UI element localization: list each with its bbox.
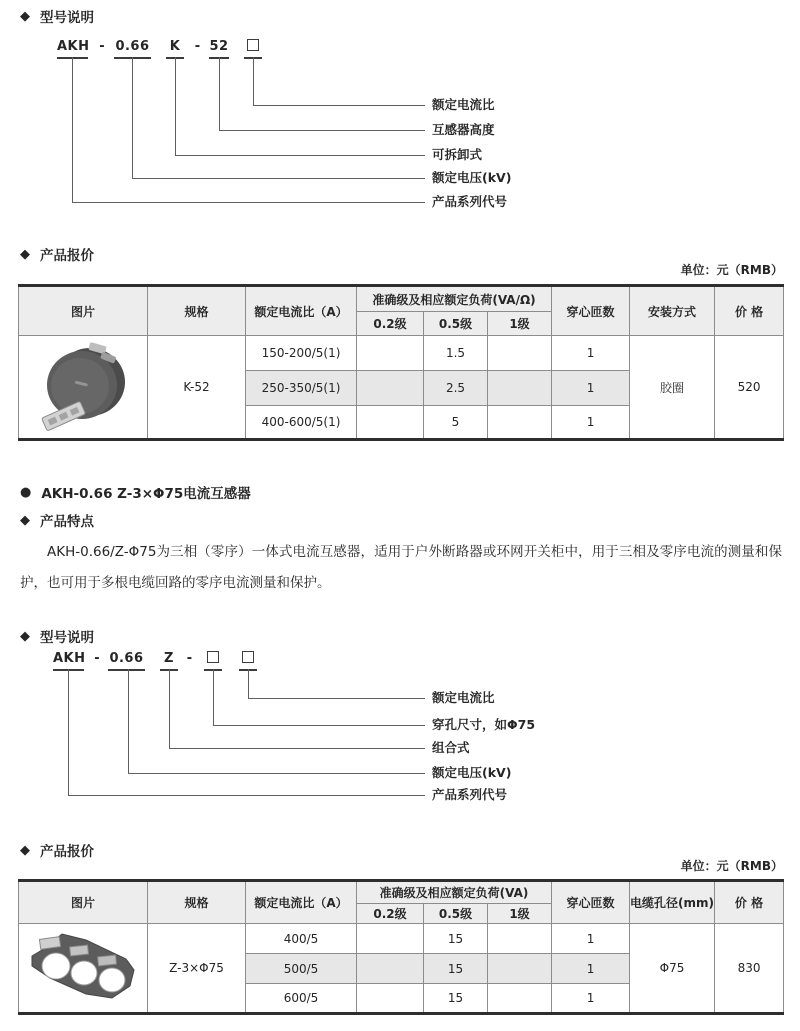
col-header-class02: 0.2级: [357, 312, 424, 336]
class05-cell: 15: [424, 984, 488, 1014]
callout-label: 互感器高度: [432, 122, 495, 137]
code-dash: -: [99, 39, 105, 54]
section-heading-label: 产品报价: [40, 844, 94, 860]
col-header-mount: 安装方式: [630, 286, 715, 336]
code-dash: -: [194, 39, 201, 54]
spec-cell: K-52: [148, 336, 246, 440]
product-title-label: AKH-0.66 Z-3×Φ75电流互感器: [41, 486, 251, 502]
turns-cell: 1: [552, 406, 630, 440]
class02-cell: [357, 406, 424, 440]
col-header-hole: 电缆孔径(mm): [630, 881, 715, 924]
class1-cell: [488, 371, 552, 406]
model-description-heading-2: [20, 626, 94, 646]
price-cell: 830: [715, 924, 784, 1014]
placeholder-box-icon: [207, 651, 219, 663]
product-features-paragraph: AKH-0.66/Z-Φ75为三相（零序）一体式电流互感器，适用于户外断路器或环网开关柜中，用于三相及零序电流的测量和保护，也可用于多根电缆回路的零序电流测量和保护。: [20, 544, 782, 591]
ratio-cell: 400-600/5(1): [246, 406, 357, 440]
mount-cell: 胶圈: [630, 336, 715, 440]
class02-cell: [357, 954, 424, 984]
table-row: [19, 336, 784, 371]
col-header-price: 价 格: [715, 881, 784, 924]
diamond-icon: ◆: [20, 8, 30, 24]
callout-label: 可拆卸式: [432, 147, 483, 162]
class05-cell: 1.5: [424, 336, 488, 371]
callout-label: 额定电流比: [432, 97, 495, 112]
class05-cell: 5: [424, 406, 488, 440]
placeholder-box-icon: [242, 651, 254, 663]
callout-label: 产品系列代号: [432, 194, 508, 209]
class1-cell: [488, 924, 552, 954]
product-quote-heading-1: [20, 244, 94, 264]
quote-table-1: [18, 284, 784, 441]
callout-label: 额定电压(kV): [432, 170, 512, 185]
class05-cell: 15: [424, 924, 488, 954]
col-header-price: 价 格: [715, 286, 784, 336]
product-image-cell: [19, 924, 148, 1014]
diamond-icon: ◆: [20, 628, 30, 644]
unit-label: 单位：元（RMB）: [680, 859, 783, 873]
callout-label: 额定电压(kV): [432, 765, 512, 780]
model-type-code: Z: [160, 650, 178, 671]
price-cell: 520: [715, 336, 784, 440]
section-heading-label: 产品报价: [40, 248, 94, 264]
class1-cell: [488, 984, 552, 1014]
ratio-cell: 600/5: [246, 984, 357, 1014]
ratio-cell: 500/5: [246, 954, 357, 984]
diamond-icon: ◆: [20, 842, 30, 858]
col-header-class05: 0.5级: [424, 312, 488, 336]
circle-icon: ●: [20, 484, 32, 500]
turns-cell: 1: [552, 954, 630, 984]
class1-cell: [488, 954, 552, 984]
model-type-code: K: [166, 38, 184, 59]
model-placeholder-segment: [239, 650, 257, 671]
diamond-icon: ◆: [20, 246, 30, 262]
turns-cell: 1: [552, 924, 630, 954]
class02-cell: [357, 336, 424, 371]
model-series-code: AKH: [53, 650, 84, 671]
diamond-icon: ◆: [20, 512, 30, 528]
callout-line: [72, 57, 425, 203]
placeholder-box-icon: [247, 39, 259, 51]
turns-cell: 1: [552, 336, 630, 371]
product-quote-heading-2: [20, 840, 94, 860]
product-image-cell: [19, 336, 148, 440]
col-header-class02: 0.2级: [357, 904, 424, 924]
col-header-class1: 1级: [488, 312, 552, 336]
col-header-ratio: 额定电流比（A）: [246, 881, 357, 924]
table-row: [19, 924, 784, 954]
code-dash: -: [186, 651, 193, 666]
col-header-accuracy-group: 准确级及相应额定负荷(VA): [357, 881, 552, 904]
product-title: [20, 482, 251, 502]
hole-cell: Φ75: [630, 924, 715, 1014]
col-header-spec: 规格: [148, 286, 246, 336]
callout-line: [68, 669, 425, 796]
col-header-image: 图片: [19, 881, 148, 924]
class02-cell: [357, 371, 424, 406]
col-header-ratio: 额定电流比（A）: [246, 286, 357, 336]
section-heading-label: 型号说明: [40, 10, 94, 26]
class1-cell: [488, 406, 552, 440]
col-header-class05: 0.5级: [424, 904, 488, 924]
class02-cell: [357, 984, 424, 1014]
col-header-turns: 穿心匝数: [552, 881, 630, 924]
col-header-image: 图片: [19, 286, 148, 336]
ratio-cell: 250-350/5(1): [246, 371, 357, 406]
model-voltage-code: 0.66: [108, 650, 145, 671]
quote-table-2: [18, 879, 784, 1015]
section-heading-label: 产品特点: [40, 514, 94, 530]
callout-label: 额定电流比: [432, 690, 495, 705]
col-header-accuracy-group: 准确级及相应额定负荷(VA/Ω): [357, 286, 552, 312]
spec-cell: Z-3×Φ75: [148, 924, 246, 1014]
model-series-code: AKH: [57, 38, 88, 59]
product-image-k52: [19, 339, 147, 435]
col-header-turns: 穿心匝数: [552, 286, 630, 336]
class05-cell: 2.5: [424, 371, 488, 406]
ratio-cell: 150-200/5(1): [246, 336, 357, 371]
model-voltage-code: 0.66: [114, 38, 151, 59]
turns-cell: 1: [552, 984, 630, 1014]
product-features-heading: [20, 510, 94, 530]
unit-label: 单位：元（RMB）: [680, 263, 783, 277]
model-placeholder-segment: [244, 38, 262, 59]
class05-cell: 15: [424, 954, 488, 984]
code-dash: -: [94, 651, 100, 666]
model-height-code: 52: [209, 38, 229, 59]
col-header-spec: 规格: [148, 881, 246, 924]
class02-cell: [357, 924, 424, 954]
callout-label: 穿孔尺寸，如Φ75: [432, 717, 536, 732]
section-heading-label: 型号说明: [40, 630, 94, 646]
product-image-z3: [19, 926, 147, 1010]
turns-cell: 1: [552, 371, 630, 406]
col-header-class1: 1级: [488, 904, 552, 924]
class1-cell: [488, 336, 552, 371]
ratio-cell: 400/5: [246, 924, 357, 954]
callout-label: 组合式: [432, 740, 470, 755]
callout-label: 产品系列代号: [432, 787, 508, 802]
model-description-heading-1: [20, 6, 94, 26]
model-placeholder-segment: [204, 650, 222, 671]
